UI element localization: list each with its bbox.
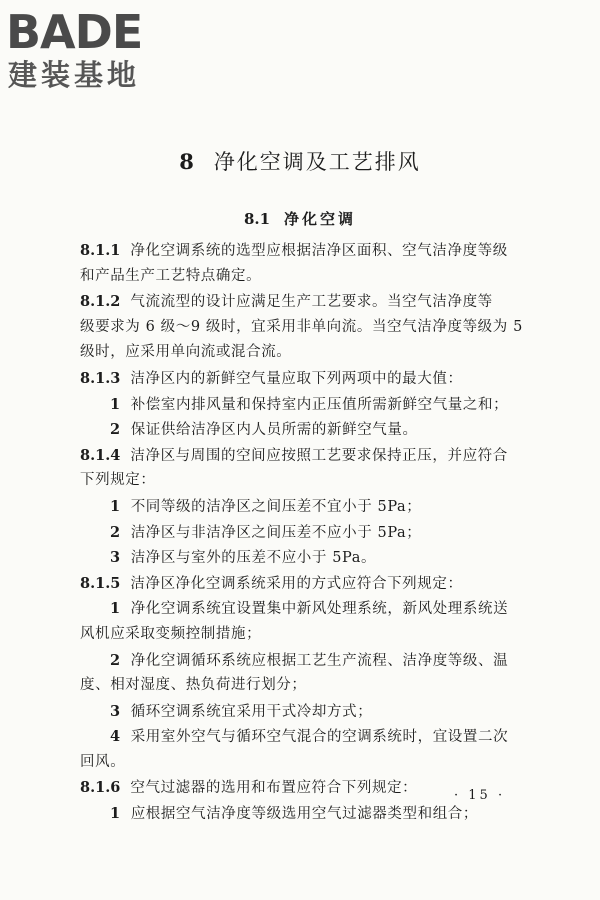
chapter-heading (0, 146, 600, 176)
item-number: 1 (110, 805, 121, 823)
brand-logo (6, 6, 176, 96)
item-number: 2 (110, 651, 121, 669)
clause-number: 8.1.2 (80, 293, 121, 311)
line-text: 采用室外空气与循环空气混合的空调系统时，宜设置二次 (130, 729, 509, 746)
line-text: 应根据空气洁净度等级选用空气过滤器类型和组合； (130, 806, 479, 823)
chapter-title: 净化空调及工艺排风 (213, 150, 421, 174)
section-heading (0, 208, 600, 229)
clause-number: 8.1.4 (80, 446, 121, 464)
list-item-line (80, 648, 520, 674)
list-item-line (80, 801, 520, 827)
line-text: 级要求为 6 级～9 级时，宜采用非单向流。当空气洁净度等级为 5 (80, 318, 523, 335)
clause-number: 8.1.6 (80, 779, 121, 797)
line-text: 保证供给洁净区内人员所需的新鲜空气量。 (130, 422, 418, 439)
line-text: 空气过滤器的选用和布置应符合下列规定： (130, 780, 418, 797)
page-number: · 15 · (454, 788, 506, 803)
line-text: 回风。 (80, 753, 126, 770)
line-text: 洁净区内的新鲜空气量应取下列两项中的最大值： (130, 370, 463, 387)
continuation-line (80, 750, 520, 776)
list-item-line (80, 596, 520, 622)
line-text: 不同等级的洁净区之间压差不宜小于 5Pa； (130, 498, 422, 515)
clause-number: 8.1.1 (80, 242, 121, 259)
line-text: 洁净区与非洁净区之间压差不应小于 5Pa； (130, 524, 422, 541)
list-item-line (80, 699, 520, 725)
brand-logo-text: BADE (6, 5, 143, 59)
continuation-line (80, 264, 520, 290)
line-text: 净化空调系统宜设置集中新风处理系统，新风处理系统送 (130, 601, 509, 618)
line-text: 洁净区与室外的压差不应小于 5Pa。 (130, 550, 377, 567)
line-text: 度、相对湿度、热负荷进行划分； (80, 677, 307, 694)
item-number: 2 (110, 523, 121, 541)
line-text: 气流流型的设计应满足生产工艺要求。当空气洁净度等 (130, 294, 493, 311)
line-text: 净化空调循环系统应根据工艺生产流程、洁净度等级、温 (130, 652, 509, 669)
continuation-line (80, 315, 523, 341)
continuation-line (80, 340, 520, 366)
line-text: 级时，应采用单向流或混合流。 (80, 344, 292, 361)
list-item-line (80, 392, 520, 418)
item-number: 1 (110, 497, 121, 515)
chapter-number: 8 (179, 149, 196, 174)
item-number: 1 (110, 600, 121, 618)
clause-number: 8.1.5 (80, 574, 121, 592)
line-text: 洁净区与周围的空间应按照工艺要求保持正压，并应符合 (130, 447, 508, 464)
list-item-line (80, 724, 520, 750)
continuation-line (80, 673, 520, 699)
list-item-line (80, 494, 520, 520)
clause-line (80, 571, 520, 597)
brand-logo-subtitle: 建装基地 (8, 58, 141, 92)
clause-line (80, 443, 520, 469)
line-text: 和产品生产工艺特点确定。 (80, 267, 262, 284)
section-title: 净化空调 (284, 210, 357, 228)
item-number: 1 (110, 395, 121, 413)
list-item-line (80, 520, 520, 546)
line-text: 补偿室内排风量和保持室内正压值所需新鲜空气量之和； (130, 396, 509, 413)
continuation-line (80, 468, 520, 494)
item-number: 3 (110, 549, 121, 567)
line-text: 下列规定： (80, 472, 156, 489)
line-text: 风机应采取变频控制措施； (80, 625, 262, 642)
line-text: 洁净区净化空调系统采用的方式应符合下列规定： (130, 575, 463, 592)
item-number: 2 (110, 421, 121, 439)
clause-number: 8.1.3 (80, 369, 121, 387)
section-number: 8.1 (243, 210, 271, 228)
body-text (80, 238, 523, 827)
clause-line (80, 238, 520, 264)
line-text: 循环空调系统宜采用干式冷却方式； (130, 703, 373, 720)
continuation-line (80, 622, 520, 648)
list-item-line (80, 545, 520, 571)
clause-line (80, 289, 520, 315)
item-number: 3 (110, 702, 121, 720)
item-number: 4 (110, 728, 121, 746)
clause-line (80, 366, 520, 392)
line-text: 净化空调系统的选型应根据洁净区面积、空气洁净度等级 (130, 243, 508, 259)
list-item-line (80, 417, 520, 443)
